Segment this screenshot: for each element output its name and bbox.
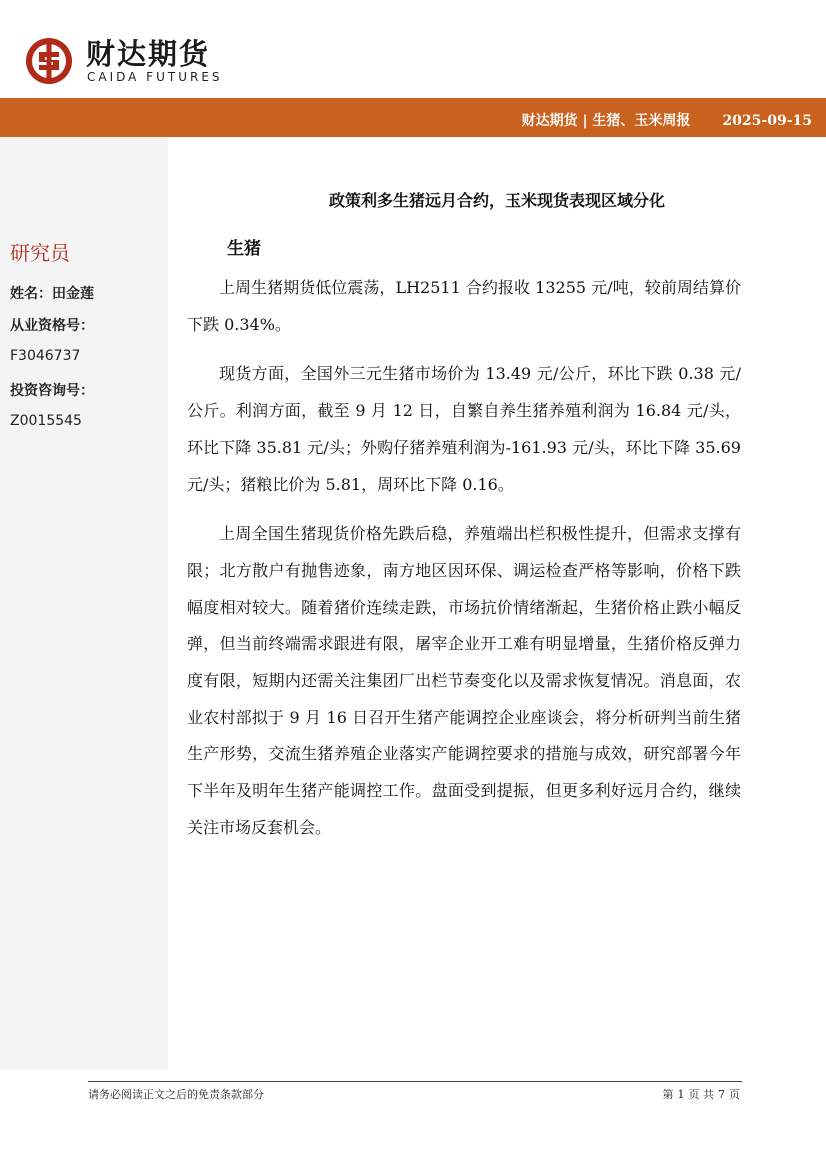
article-body (187, 270, 741, 860)
article-title: 政策利多生猪远月合约，玉米现货表现区域分化 (328, 191, 665, 210)
footer-disclaimer: 请务必阅读正文之后的免责条款部分 (88, 1088, 264, 1101)
logo-text-en: CAIDA FUTURES (87, 70, 223, 84)
section-title: 生猪 (227, 239, 261, 259)
paragraph: 上周全国生猪现货价格先跌后稳，养殖端出栏积极性提升，但需求支撑有限；北方散户有抛售迹象，南方地区因环保、调运检查严格等影响，价格下跌幅度相对较大。随着猪价连续走跌，市场抗价情绪渐起，生猪价格止跌小幅反弹，但当前终端需求跟进有限，屠宰企业开工难有明显增量，生猪价格反弹力度有限，短期内还需关注集团厂出栏节奏变化以及需求恢复情况。消息面，农业农村部拟于 9 月 16 日召开生猪产能调控企业座谈会，将分析研判当前生猪生产形势，交流生猪养殖企业落实产能调控要求的措施与成效，研究部署今年下半年及明年生猪产能调控工作。盘面受到提振，但更多利好远月合约，继续关注市场反套机会。 (187, 524, 741, 837)
caida-logo-icon (24, 36, 74, 86)
researcher-heading: 研究员 (10, 241, 70, 265)
researcher-name-row (10, 283, 94, 303)
page-number (661, 1086, 743, 1102)
footer-divider (88, 1081, 742, 1082)
consultation-label: 投资咨询号： (10, 383, 94, 399)
report-header-band (0, 98, 826, 137)
researcher-sidebar (0, 137, 168, 1070)
page-total: 7 (718, 1088, 725, 1101)
qualification-number: F3046737 (10, 348, 81, 364)
paragraph: 现货方面，全国外三元生猪市场价为 13.49 元/公斤，环比下跌 0.38 元/公斤。利润方面，截至 9 月 12 日，自繁自养生猪养殖利润为 16.84 元/头，环比下降 35.81 元/头；外购仔猪养殖利润为-161.93 元/头，环比下降 35.69 元/头；猪粮比价为 5.81，周环比下降 0.16。 (187, 364, 741, 494)
consultation-number: Z0015545 (10, 413, 82, 429)
page-header (0, 0, 826, 98)
report-series-label: 财达期货 | 生猪、玉米周报 (521, 113, 691, 129)
researcher-name: 田金莲 (52, 286, 94, 302)
researcher-name-label: 姓名： (10, 286, 52, 302)
report-header-text (522, 98, 812, 137)
qualification-label: 从业资格号： (10, 318, 94, 334)
page-suffix: 页 (729, 1088, 740, 1101)
paragraph: 上周生猪期货低位震荡，LH2511 合约报收 13255 元/吨，较前周结算价下跌 0.34%。 (187, 278, 741, 334)
page-mid: 页 共 (688, 1088, 714, 1101)
report-date: 2025-09-15 (722, 113, 812, 129)
page-prefix: 第 (662, 1088, 674, 1101)
logo-text-cn: 财达期货 (86, 37, 211, 71)
page-current: 1 (677, 1088, 685, 1101)
